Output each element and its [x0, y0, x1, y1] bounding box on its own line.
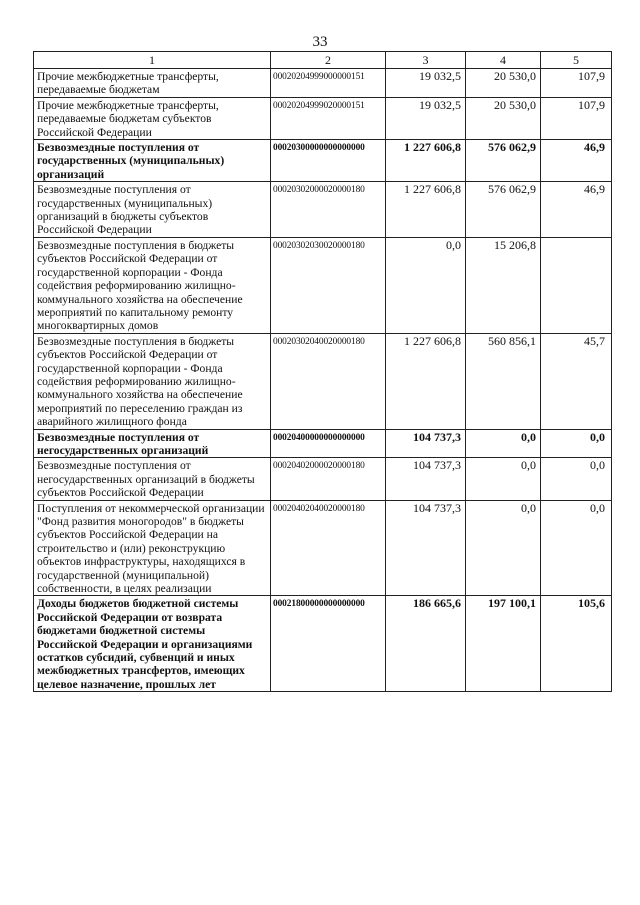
row-value-col4: 576 062,9 [466, 140, 541, 182]
table-row [34, 97, 612, 139]
row-percent-col5: 105,6 [541, 596, 612, 692]
table-row [34, 596, 612, 692]
row-percent-col5: 46,9 [541, 182, 612, 238]
column-header: 3 [386, 52, 466, 69]
row-percent-col5: 45,7 [541, 333, 612, 429]
row-value-col3: 104 737,3 [386, 458, 466, 500]
row-percent-col5: 107,9 [541, 97, 612, 139]
budget-table [33, 51, 612, 692]
row-code-cell: 00021800000000000000 [271, 596, 386, 692]
row-value-col3: 104 737,3 [386, 429, 466, 458]
row-value-col3: 0,0 [386, 237, 466, 333]
column-header: 5 [541, 52, 612, 69]
row-percent-col5: 46,9 [541, 140, 612, 182]
row-name-cell: Безвозмездные поступления от негосударственных организаций [34, 429, 271, 458]
row-code-cell: 00020302030020000180 [271, 237, 386, 333]
row-code-cell: 00020302000020000180 [271, 182, 386, 238]
row-name-cell: Поступления от некоммерческой организации "Фонд развития моногородов" в бюджеты субъектов Российской Федерации на строительство и (или) реконструкцию объектов инфраструктуры, находящихся в государственной (муниципальной) собственности, в целях реализации [34, 500, 271, 596]
row-value-col3: 1 227 606,8 [386, 140, 466, 182]
row-value-col4: 20 530,0 [466, 69, 541, 98]
row-name-cell: Безвозмездные поступления от негосударственных организаций в бюджеты субъектов Российской Федерации [34, 458, 271, 500]
row-name-cell: Безвозмездные поступления от государственных (муниципальных) организаций [34, 140, 271, 182]
table-header-row [34, 52, 612, 69]
row-value-col3: 19 032,5 [386, 97, 466, 139]
row-percent-col5: 107,9 [541, 69, 612, 98]
row-code-cell: 00020300000000000000 [271, 140, 386, 182]
row-value-col3: 104 737,3 [386, 500, 466, 596]
row-percent-col5: 0,0 [541, 500, 612, 596]
row-percent-col5: 0,0 [541, 458, 612, 500]
table-row [34, 429, 612, 458]
row-code-cell: 00020204999020000151 [271, 97, 386, 139]
table-row [34, 333, 612, 429]
table-row [34, 237, 612, 333]
row-name-cell: Прочие межбюджетные трансферты, передаваемые бюджетам [34, 69, 271, 98]
column-header: 4 [466, 52, 541, 69]
row-code-cell: 00020302040020000180 [271, 333, 386, 429]
row-value-col4: 560 856,1 [466, 333, 541, 429]
table-row [34, 500, 612, 596]
row-value-col4: 20 530,0 [466, 97, 541, 139]
row-value-col3: 19 032,5 [386, 69, 466, 98]
table-row [34, 182, 612, 238]
page-number: 33 [312, 34, 328, 50]
column-header: 2 [271, 52, 386, 69]
table-row [34, 140, 612, 182]
row-name-cell: Безвозмездные поступления от государственных (муниципальных) организаций в бюджеты субъектов Российской Федерации [34, 182, 271, 238]
row-name-cell: Безвозмездные поступления в бюджеты субъектов Российской Федерации от государственной корпорации - Фонда содействия реформированию жилищно-коммунального хозяйства на обеспечение мероприятий по переселению граждан из аварийного жилищного фонда [34, 333, 271, 429]
row-percent-col5 [541, 237, 612, 333]
column-header: 1 [34, 52, 271, 69]
row-value-col4: 15 206,8 [466, 237, 541, 333]
row-code-cell: 00020204999000000151 [271, 69, 386, 98]
row-value-col3: 1 227 606,8 [386, 333, 466, 429]
row-percent-col5: 0,0 [541, 429, 612, 458]
row-name-cell: Прочие межбюджетные трансферты, передаваемые бюджетам субъектов Российской Федерации [34, 97, 271, 139]
row-code-cell: 00020400000000000000 [271, 429, 386, 458]
row-value-col4: 0,0 [466, 429, 541, 458]
row-value-col3: 1 227 606,8 [386, 182, 466, 238]
row-value-col4: 197 100,1 [466, 596, 541, 692]
row-value-col4: 0,0 [466, 500, 541, 596]
row-code-cell: 00020402040020000180 [271, 500, 386, 596]
row-value-col4: 576 062,9 [466, 182, 541, 238]
row-name-cell: Безвозмездные поступления в бюджеты субъектов Российской Федерации от государственной корпорации - Фонда содействия реформированию жилищно-коммунального хозяйства на обеспечение мероприятий по капитальному ремонту многоквартирных домов [34, 237, 271, 333]
table-row [34, 69, 612, 98]
row-value-col3: 186 665,6 [386, 596, 466, 692]
row-name-cell: Доходы бюджетов бюджетной системы Российской Федерации от возврата бюджетами бюджетной системы Российской Федерации и организациями остатков субсидий, субвенций и иных межбюджетных трансфертов, имеющих целевое назначение, прошлых лет [34, 596, 271, 692]
row-code-cell: 00020402000020000180 [271, 458, 386, 500]
row-value-col4: 0,0 [466, 458, 541, 500]
table-row [34, 458, 612, 500]
